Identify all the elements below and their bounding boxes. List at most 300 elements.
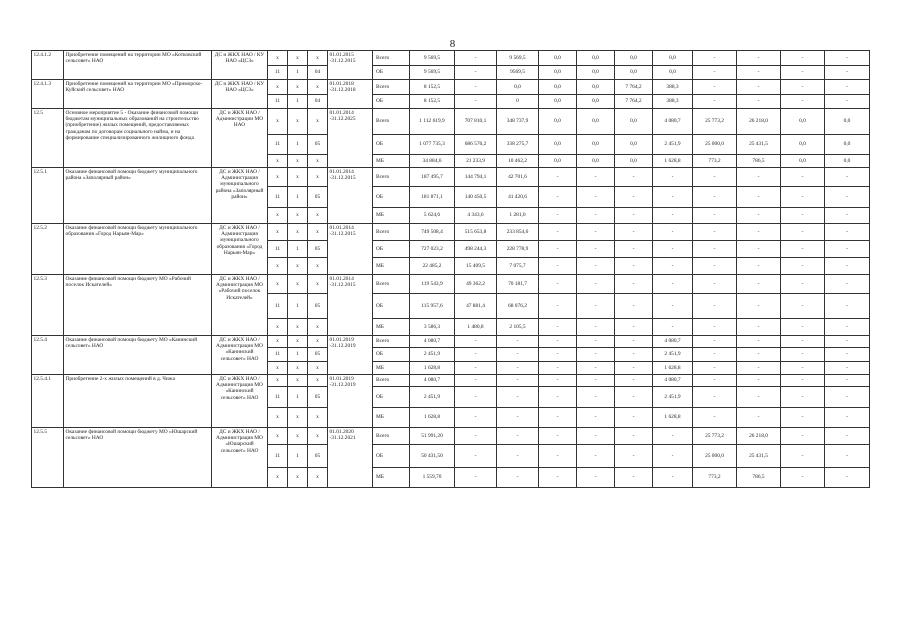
value-cell: - [539,187,577,208]
item-name-cell: Основное мероприятие 5 - Оказание финансовой помощи бюджетам муниципальных образований на строительство (приобретение) жилых помещений, предоставляемых гражданам по договорам социального найма, и на формирование специализированного жилищного фонда [64,109,212,168]
code-cell-3: 05 [308,294,328,319]
value-cell: - [615,187,653,208]
value-cell: - [781,168,825,187]
value-cell: 34 884,6 [410,155,455,168]
value-cell: - [825,445,870,468]
value-cell: 70 181,7 [497,275,539,294]
code-cell-3: х [308,408,328,428]
value-cell: 348 737,9 [497,109,539,135]
value-cell: - [737,387,781,408]
table-row [32,224,870,241]
value-cell: - [577,387,615,408]
value-cell: - [737,319,781,336]
code-cell-3: 05 [308,135,328,155]
value-cell: 786,5 [737,155,781,168]
value-cell: - [781,187,825,208]
code-cell-1: 11 [268,387,288,408]
value-cell: 0,0 [653,66,693,80]
value-cell: - [455,348,497,362]
code-cell-1: 11 [268,348,288,362]
value-cell: - [539,224,577,241]
table-row [32,80,870,95]
value-cell: - [497,428,539,445]
code-cell-1: 11 [268,66,288,80]
code-cell-2: х [288,375,308,387]
page-number: 8 [449,38,456,50]
value-cell: - [825,348,870,362]
value-cell: - [653,275,693,294]
code-cell-3: х [308,319,328,336]
value-cell: 1 480,8 [455,319,497,336]
code-cell-2: х [288,224,308,241]
code-cell-3: х [308,362,328,375]
code-cell-2: 1 [288,294,308,319]
value-cell: 21 233,9 [455,155,497,168]
value-cell: 25 431,5 [737,135,781,155]
value-cell: 2 105,5 [497,319,539,336]
value-cell: 9 569,5 [410,66,455,80]
value-cell: 0,0 [615,51,653,66]
code-cell-1: х [268,468,288,488]
value-cell: - [825,362,870,375]
executor-cell: ДС и ЖКХ НАО / Администрации МО НАО [212,109,268,168]
code-cell-1: 11 [268,445,288,468]
item-number-cell: 12.5.4 [32,336,64,375]
value-cell: - [693,208,737,224]
value-cell: 1 077 735,3 [410,135,455,155]
value-cell: - [737,168,781,187]
value-cell: - [653,258,693,275]
code-cell-2: х [288,362,308,375]
value-cell: 140 450,5 [455,187,497,208]
funding-source-cell: ОБ [373,445,410,468]
value-cell: 1 281,0 [497,208,539,224]
value-cell: - [615,258,653,275]
value-cell: 1 628,8 [653,362,693,375]
funding-source-cell: МБ [373,408,410,428]
item-name-cell: Оказание финансовой помощи бюджету МО «Рабочий поселок Искателей» [64,275,212,336]
value-cell: - [693,258,737,275]
code-cell-1: 11 [268,95,288,109]
value-cell: 8 152,5 [410,80,455,95]
code-cell-2: 1 [288,187,308,208]
value-cell: 0,0 [653,51,693,66]
value-cell: - [539,375,577,387]
code-cell-2: х [288,155,308,168]
value-cell: - [693,294,737,319]
code-cell-3: х [308,428,328,445]
value-cell: - [737,241,781,258]
value-cell: - [615,348,653,362]
value-cell: - [781,445,825,468]
value-cell: 10 462,2 [497,155,539,168]
value-cell: - [781,275,825,294]
code-cell-3: х [308,168,328,187]
code-cell-2: х [288,428,308,445]
value-cell: 0,0 [577,80,615,95]
value-cell: 773,2 [693,468,737,488]
value-cell: - [455,80,497,95]
value-cell: - [825,387,870,408]
item-name-cell: Оказание финансовой помощи бюджету муниципального образования «Город Нарьян-Мар» [64,224,212,275]
code-cell-1: х [268,408,288,428]
period-cell: 01.01.2014 -31.12.2015 [328,224,373,275]
value-cell: - [497,387,539,408]
code-cell-1: х [268,208,288,224]
value-cell: 3 586,3 [410,319,455,336]
program-table-wrapper [31,50,869,488]
code-cell-1: х [268,336,288,348]
value-cell: 1 112 619,9 [410,109,455,135]
value-cell: - [825,428,870,445]
executor-cell: ДС и ЖКХ НАО / Администрация муниципального района «Заполярный район» [212,168,268,224]
value-cell: 25 431,5 [737,445,781,468]
code-cell-3: 05 [308,348,328,362]
value-cell: - [577,224,615,241]
value-cell: 0,0 [539,80,577,95]
code-cell-1: х [268,275,288,294]
value-cell: - [455,387,497,408]
value-cell: 4 343,6 [455,208,497,224]
value-cell: 0,0 [825,135,870,155]
code-cell-2: 1 [288,387,308,408]
code-cell-1: х [268,258,288,275]
table-row [32,336,870,348]
value-cell: - [577,348,615,362]
item-number-cell: 12.4.1.3 [32,80,64,109]
value-cell: 0,0 [539,135,577,155]
value-cell: - [693,362,737,375]
funding-source-cell: МБ [373,258,410,275]
value-cell: - [737,208,781,224]
code-cell-3: 05 [308,241,328,258]
code-cell-2: х [288,80,308,95]
value-cell: - [497,336,539,348]
code-cell-3: 04 [308,95,328,109]
value-cell: 515 653,8 [455,224,497,241]
value-cell: - [693,336,737,348]
value-cell: - [737,362,781,375]
value-cell: 7 764,2 [615,95,653,109]
value-cell: - [653,168,693,187]
code-cell-1: х [268,362,288,375]
value-cell: - [737,408,781,428]
value-cell: 2 451,9 [410,387,455,408]
funding-source-cell: Всего [373,80,410,95]
value-cell: 119 543,9 [410,275,455,294]
executor-cell: ДС и ЖКХ НАО / КУ НАО «ЦСЗ» [212,51,268,80]
code-cell-1: х [268,168,288,187]
table-row [32,109,870,135]
value-cell: - [825,336,870,348]
value-cell: - [737,275,781,294]
code-cell-3: х [308,51,328,66]
value-cell: - [693,387,737,408]
code-cell-1: х [268,51,288,66]
value-cell: - [781,336,825,348]
value-cell: - [615,319,653,336]
value-cell: 4 080,7 [410,375,455,387]
value-cell: 0,0 [539,51,577,66]
program-funding-table [31,50,870,488]
value-cell: - [455,66,497,80]
value-cell: - [615,208,653,224]
value-cell: - [539,468,577,488]
value-cell: - [781,241,825,258]
code-cell-2: х [288,336,308,348]
value-cell: 0,0 [539,66,577,80]
table-row [32,168,870,187]
value-cell: 707 810,1 [455,109,497,135]
value-cell: - [653,445,693,468]
value-cell: 0,0 [577,95,615,109]
value-cell: 0,0 [577,51,615,66]
value-cell: 727 023,2 [410,241,455,258]
period-cell: 01.01.2014 -31.12.2015 [328,168,373,224]
value-cell: - [497,375,539,387]
funding-source-cell: МБ [373,468,410,488]
value-cell: - [825,80,870,95]
value-cell: - [455,362,497,375]
value-cell: - [539,362,577,375]
value-cell: 5 624,6 [410,208,455,224]
value-cell: - [781,80,825,95]
value-cell: - [653,241,693,258]
value-cell: 187 495,7 [410,168,455,187]
value-cell: - [737,51,781,66]
item-name-cell: Приобретение помещений на территории МО «Приморско-Куйский сельсовет» НАО [64,80,212,109]
table-row [32,375,870,387]
executor-cell: ДС и ЖКХ НАО / Администрация МО «Юшарский сельсовет» НАО [212,428,268,488]
value-cell: - [825,375,870,387]
value-cell: - [577,375,615,387]
value-cell: 773,2 [693,155,737,168]
value-cell: - [825,294,870,319]
value-cell: - [455,51,497,66]
value-cell: - [693,241,737,258]
value-cell: - [577,408,615,428]
value-cell: - [825,408,870,428]
value-cell: - [781,66,825,80]
funding-source-cell: Всего [373,428,410,445]
value-cell: 1 628,8 [653,408,693,428]
funding-source-cell: Всего [373,275,410,294]
value-cell: - [781,428,825,445]
value-cell: - [539,336,577,348]
item-name-cell: Приобретение помещений на территории МО «Котковский сельсовет» НАО [64,51,212,80]
value-cell: 0,0 [577,66,615,80]
funding-source-cell: Всего [373,375,410,387]
value-cell: 2 451,9 [653,348,693,362]
value-cell: 0,0 [497,80,539,95]
code-cell-2: х [288,168,308,187]
value-cell: - [497,408,539,428]
funding-source-cell: ОБ [373,241,410,258]
code-cell-2: 1 [288,135,308,155]
value-cell: 42 701,6 [497,168,539,187]
value-cell: 0,0 [577,109,615,135]
funding-source-cell: ОБ [373,66,410,80]
funding-source-cell: Всего [373,336,410,348]
value-cell: - [781,387,825,408]
value-cell: - [615,408,653,428]
value-cell: - [653,468,693,488]
value-cell: - [497,468,539,488]
code-cell-1: х [268,80,288,95]
value-cell: 9569,5 [497,66,539,80]
value-cell: - [737,80,781,95]
code-cell-2: х [288,51,308,66]
value-cell: 4 080,7 [653,109,693,135]
value-cell: - [455,375,497,387]
value-cell: - [693,319,737,336]
value-cell: - [615,275,653,294]
value-cell: - [455,445,497,468]
item-number-cell: 12.4.1.2 [32,51,64,80]
value-cell: - [539,168,577,187]
funding-source-cell: МБ [373,155,410,168]
value-cell: - [693,80,737,95]
value-cell: - [781,375,825,387]
code-cell-3: х [308,468,328,488]
value-cell: - [781,362,825,375]
value-cell: 25 000,0 [693,135,737,155]
value-cell: 47 881,4 [455,294,497,319]
executor-cell: ДС и ЖКХ НАО / Администрация МО «Рабочий поселок Искателей» [212,275,268,336]
value-cell: 786,5 [737,468,781,488]
value-cell: - [737,187,781,208]
value-cell: - [825,95,870,109]
value-cell: - [693,95,737,109]
value-cell: 228 778,9 [497,241,539,258]
funding-source-cell: Всего [373,224,410,241]
value-cell: - [653,294,693,319]
value-cell: 9 569,5 [410,51,455,66]
value-cell: 388,3 [653,80,693,95]
value-cell: - [539,241,577,258]
value-cell: 388,3 [653,95,693,109]
code-cell-2: 1 [288,241,308,258]
code-cell-1: х [268,224,288,241]
funding-source-cell: ОБ [373,187,410,208]
value-cell: 1 628,8 [653,155,693,168]
code-cell-2: х [288,408,308,428]
funding-source-cell: Всего [373,109,410,135]
code-cell-1: 11 [268,241,288,258]
value-cell: - [653,208,693,224]
code-cell-3: х [308,275,328,294]
value-cell: - [577,208,615,224]
code-cell-3: 05 [308,387,328,408]
code-cell-3: х [308,155,328,168]
value-cell: 50 431,50 [410,445,455,468]
value-cell: 0 [497,95,539,109]
value-cell: - [615,168,653,187]
funding-source-cell: МБ [373,208,410,224]
value-cell: 338 275,7 [497,135,539,155]
value-cell: - [577,187,615,208]
value-cell: - [577,258,615,275]
value-cell: 41 420,6 [497,187,539,208]
value-cell: - [539,387,577,408]
funding-source-cell: ОБ [373,294,410,319]
value-cell: - [737,224,781,241]
value-cell: - [577,468,615,488]
code-cell-3: х [308,80,328,95]
value-cell: 4 080,7 [410,336,455,348]
code-cell-2: х [288,258,308,275]
period-cell: 01.01.2015 -31.12.2015 [328,51,373,80]
period-cell: 01.01.2018 -31.12.2018 [328,80,373,109]
value-cell: - [539,445,577,468]
value-cell: - [577,336,615,348]
value-cell: - [615,294,653,319]
value-cell: - [825,208,870,224]
funding-source-cell: МБ [373,319,410,336]
value-cell: - [693,187,737,208]
code-cell-2: х [288,319,308,336]
period-cell: 01.01.2020 -31.12.2021 [328,428,373,488]
value-cell: - [577,168,615,187]
value-cell: 26 218,0 [737,109,781,135]
value-cell: - [781,258,825,275]
value-cell: 8 152,5 [410,95,455,109]
value-cell: 1 628,8 [410,362,455,375]
value-cell: - [693,375,737,387]
value-cell: 0,0 [539,95,577,109]
value-cell: - [781,208,825,224]
value-cell: - [577,445,615,468]
value-cell: - [825,66,870,80]
value-cell: 25 773,2 [693,428,737,445]
value-cell: 7 075,7 [497,258,539,275]
item-number-cell: 12.5.3 [32,275,64,336]
value-cell: 2 451,9 [653,387,693,408]
item-name-cell: Приобретение 2-х жилых помещений в д. Чижа [64,375,212,428]
value-cell: - [615,375,653,387]
value-cell: - [615,241,653,258]
value-cell: - [539,258,577,275]
value-cell: 68 076,2 [497,294,539,319]
code-cell-1: х [268,109,288,135]
value-cell: - [693,224,737,241]
value-cell: - [615,445,653,468]
value-cell: - [693,408,737,428]
value-cell: 9 569,5 [497,51,539,66]
code-cell-2: х [288,468,308,488]
value-cell: 0,0 [615,109,653,135]
value-cell: - [615,362,653,375]
value-cell: 686 576,2 [455,135,497,155]
value-cell: - [737,66,781,80]
value-cell: - [497,445,539,468]
value-cell: - [825,168,870,187]
value-cell: 1 559,70 [410,468,455,488]
value-cell: 22 485,2 [410,258,455,275]
code-cell-3: х [308,109,328,135]
item-name-cell: Оказание финансовой помощи бюджету МО «Канинский сельсовет» НАО [64,336,212,375]
value-cell: 25 000,0 [693,445,737,468]
value-cell: - [737,348,781,362]
value-cell: - [577,319,615,336]
value-cell: 15 409,5 [455,258,497,275]
table-row [32,428,870,445]
funding-source-cell: Всего [373,168,410,187]
funding-source-cell: ОБ [373,348,410,362]
code-cell-2: х [288,208,308,224]
value-cell: 0,0 [615,66,653,80]
item-number-cell: 12.5 [32,109,64,168]
